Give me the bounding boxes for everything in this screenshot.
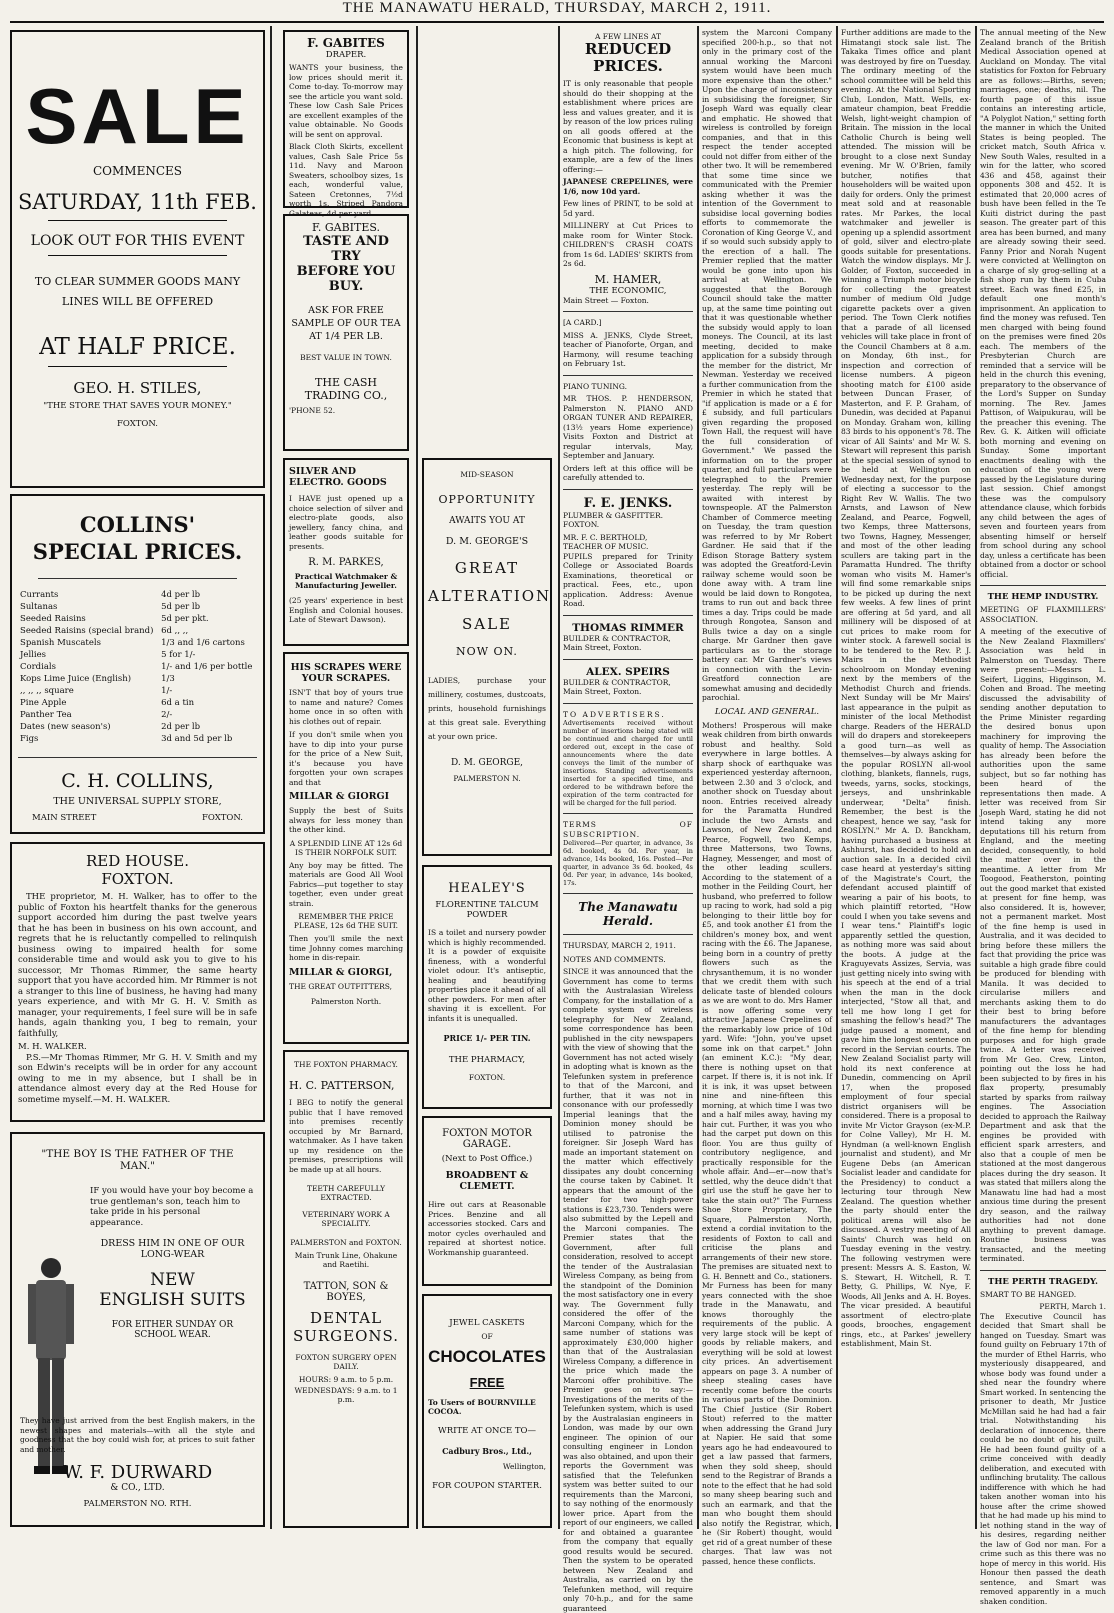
collins-town: FOXTON. [201,813,243,823]
red-house-signature: M. H. WALKER. [18,1042,87,1052]
millar-giorgi-advert [283,652,409,1044]
speirs-trade: BUILDER & CONTRACTOR, [563,677,671,687]
price-value: 2d per lb [161,722,201,732]
price-value: 1/3 [161,674,175,684]
patterson-name: H. C. PATTERSON, [289,1079,395,1092]
red-house-title: RED HOUSE. [85,852,190,870]
parkes-title: SILVER AND ELECTRO. GOODS [289,466,387,488]
card-label: [A CARD.] [563,318,602,327]
column-5 [702,28,833,1566]
taste-subtitle: BEFORE YOU BUY. [296,264,396,294]
terms-body: Delivered—Per quarter, in advance, 3s 6d. booked, 4s 0d. Per year, in advance, 14s booked, 16s. Posted—Per quarter, in advance 3s 6d. booked, 4s 0d. Per year, in advance, 14s booked, 17s. [563,839,693,887]
fejenks-trade: PLUMBER & GASFITTER. [563,510,664,520]
divider [980,585,1106,586]
price-item: Panther Tea [20,710,72,720]
patterson-advert [283,1050,409,1528]
price-item: Dates (new season's) [20,722,111,732]
choc-of: OF [481,1332,493,1341]
collins-title: COLLINS' [79,512,196,537]
rimmer-name: THOMAS RIMMER [572,621,684,634]
price-item: Seeded Raisins [20,614,86,624]
sale-title: SALE [25,72,250,160]
divider [38,578,237,579]
choc-write: WRITE AT ONCE TO— [437,1426,537,1436]
choc-cadbury: Cadbury Bros., Ltd., [442,1446,532,1456]
price-row [18,637,257,649]
price-row [18,697,257,709]
red-house-advert [10,842,265,1122]
parkes-trade: Practical Watchmaker & Manufacturing Jeweller. [294,572,398,590]
column-rule [975,26,977,1529]
berthold-title: TEACHER OF MUSIC. [563,542,649,551]
patterson-trunk: Main Trunk Line, Ohakune and Raetihi. [294,1251,398,1269]
berthold-body: PUPILS prepared for Trinity College or Associated Boards Examinations, theoretical or practical. Fees, etc., upon application. Address: Avenue Road. [563,551,693,608]
george-great: GREAT [454,559,520,577]
henderson-card: MR THOS. P. HENDERSON, Palmerston N. PIANO AND ORGAN TUNER AND REPAIRER, (13½ years Home experience) Visits Foxton and District at regular intervals, May, September and January. [563,394,693,460]
garage-body: Hire out cars at Reasonable Prices. Benzine and all accessories stocked. Cars and motor cycles overhauled and repaired at shortest notice. Workmanship guaranteed. [428,1200,546,1257]
sale-clear: TO CLEAR SUMMER GOODS MANY LINES WILL BE OFFERED [34,275,241,308]
durward-arrived: They have just arrived from the best English makers, in the newest shapes and materials—with all the style and goodness that the boy could wish for, at prices to suit father and mother. [20,1416,255,1454]
column-rule [836,26,838,1529]
taste-phone: 'PHONE 52. [289,406,336,415]
sale-lookout: LOOK OUT FOR THIS EVENT [30,233,245,249]
local-items: Further additions are made to the Himatangi stock sale list. The Takaka Times office and plant was destroyed by fire on Tuesday. The ordinary meeting of the school committee will be held this evening. At the National Sporting Club, London, Matt. Wells, ex-amateur champion, beat Freddie Welsh, light-weight champion of Britain. The mission in the local Catholic Church is being well attended. The mission will be brought to a close next Sunday evening. Mr W. O'Brien, family butcher, notifies that householders will be waited upon daily for orders. Only the primest meat sold and at reasonable rates. Mr Parkes, the local watchmaker and jeweller is opening up a splendid assortment of gold, silver and electro-plate goods suitable for presentations. Watch the window displays. Mr J. Golder, of Foxton, succeeded in winning a Triumph motor bicycle for collecting the greatest number of medium Old Judge cigarette packets over a given period. The Town Clerk notifies that a parade of all licensed vehicles will take place in front of the Council Chambers at 8 a.m. on Monday, 6th inst., for inspection and correction of license numbers. A pigeon shooting match for £100 aside between Duncan Fraser, of Masterton, and F. P. Graham, of Dunedin, was decided at Papanui on Monday. Graham won, killing 83 birds to his opponent's 78. The vicar of All Saints' and Mr W. S. Stewart will represent this parish at the special session of synod to be held at Wellington on Wednesday next, for the purpose of electing a successor to the Right Rev W. Wallis. The two Arnsts, and Lawson of New Zealand, and Pearce, Fogwell, two Kemps, three Mattersons, two Towns, Hagney, Messenger, and most of the other leading scullers are taking part in the Paramatta Hundred. The thrifty woman who visits M. Hamer's will find some remarkable snips to be picked up during the next few weeks. A few lines of print are offering at 5d yard, and all millinery will be disposed of at cut prices to make room for winter stock. A farewell social is to be tendered to the Rev. P. J. Mairs in the Methodist schoolroom on Monday evening next by the members of the Methodist Church and friends. Next Sunday will be Mr Mairs' last appearance in the pulpit as minister of the local Methodist charge. Readers of the HERALD will do drapers and storekeepers a good turn—as well as themselves—by always asking for the popular ROSLYN all-wool clothing, blankets, flannels, rugs, tweeds, yarns, socks, stockings, jerseys, and unshrinkable underwear, "Delta" finish. Remember, the best is the cheapest, hence we say, "ask for ROSLYN." Mr A. D. Banckham, having purchased a business at Ashhurst, has decided to hold an auction sale. In a decided civil case heard at yesterday's sitting of the Magistrate's Court, the defendant accused plaintiff of wearing a pair of his boots, to which plaintiff retorted, "How could I when you take sevens and I wear tens." Plaintiff's logic apparently settled the question, as nothing more was said about the boots. A judge at the Kraguyevats Assizes, Servia, was just getting nicely into swing with his speech at the end of a trial when the man in the dock interjected, "Stow all that, and tell me how long I get for smashing the fellow's head?" The judge paused a moment, and gave him the longest sentence on record in the Servian courts. The New Zealand Socialist party will hold its next conference at Dunedin, commencing on April 17, when the proposed employment of four special district organisers will be considered. There is a proposal to invite Mr Victor Grayson (ex-M.P. for Colne Valley), Mr H. M. Hyndman (a well-known English journalist and student), and Mr Eugene Debs (an American Socialist leader and candidate for the Presidency) to conduct a lecturing tour through New Zealand. The question whether the party should enter the political arena will also be discussed. A vestry meeting of All Saints' Church was held on Tuesday evening in the vestry. The following vestrymen were present: Messrs A. S. Easton, W. S. Stewart, H. Witchell, R. T. Betty, G. Phillips, W. Nye, F. Woods, All Jenks and A. H. Boyes. The vicar presided. A beautiful assortment of electro-plate goods, brooches, engagement rings, etc., at Parkes' jewellery establishment, Main St. [841,28,971,1348]
masthead-rule [10,21,1104,23]
speirs-name: ALEX. SPEIRS [586,665,670,678]
divider [980,1270,1106,1271]
gabites-prices: Black Cloth Skirts, excellent values, Cash Sale Price 5s 11d. Navy and Maroon Sweaters, schoolboy sizes, 1s each, wonderful value, Sateen Cretonnes, 7½d worth 1s. Striped Pandora Galateas, 4d per yard. [289,142,403,218]
fejenks-name: F. E. JENKS. [583,495,673,511]
collins-store: THE UNIVERSAL SUPPLY STORE, [53,796,222,807]
durward-town: PALMERSTON NO. RTH. [83,1499,192,1509]
price-value: 5d per lb [161,602,201,612]
price-item: ,, ,, ,, square [20,686,74,696]
reduced-title: REDUCED PRICES. [584,40,672,75]
george-awaits: AWAITS YOU AT [449,516,525,526]
price-value: 4d per lb [161,590,201,600]
george-sale: SALE [461,615,513,633]
gabites-title: F. GABITES [307,36,385,50]
healey-subtitle: FLORENTINE TALCUM POWDER [435,900,539,920]
jenks-card: MISS A. JENKS, Clyde Street, teacher of Pianoforte, Organ, and Harmony, will resume teaching on February 1st. [563,330,693,368]
divider [48,366,227,367]
price-value: 1/- and 1/6 per bottle [161,662,253,672]
price-item: Spanish Muscatels [20,638,101,648]
news-items: The annual meeting of the New Zealand branch of the British Medical Association opened at Auckland on Monday. The vital statistics for Foxton for February are as follows:—Births, seven; marriages, one; deaths, nil. The fourth page of this issue contains an interesting article, "A Polyglot Nation," setting forth the manner in which the United States is being peopled. The cricket match, South Africa v. New South Wales, resulted in a win for the latter, who scored 436 and 458, against their opponents 308 and 452. It is estimated that 20,000 acres of bush have been felled in the Te Kuiti district during the past season. The greater part of this area has been burned, and many are already sowing their seed. Fanny Prior and Norah Nugent were convicted at Wellington on a charge of sly grog-selling at a fish shop run by them in Cuba street. Each was fined £25, in default one month's imprisonment. An application to find the money was refused. Ten men charged with being found on the premises were fined 20s each. The members of the Presbyterian Church are reminded that a service will be held in the church this evening, preparatory to the observance of the Lord's Supper on Sunday morning. The Rev. James Pattison, of Waipukurau, will be the preacher this evening. The Rev. G. K. Aitken will officiate both morning and evening on Sunday. Some important enactments dealing with the education of the young were passed by the Legislature during last session. Chief amongst these was the compulsory attendance clause, which forbids any child between the ages of seven and fourteen years from absenting himself or herself from school during any school day, unless a certificate has been obtained from a doctor or school official. [980,28,1106,579]
sale-date: SATURDAY, 11th FEB. [18,190,257,214]
sale-merchant: GEO. H. STILES, [73,379,202,397]
price-value: 6d a tin [161,698,195,708]
parkes-experience: (25 years' experience in best English and Colonial houses. Late of Stewart Dawson). [289,596,403,624]
george-body: LADIES, purchase your millinery, costumes, dustcoats, prints, household furnishings at this great sale. Everything at your own price. [428,676,546,741]
notes-continued: system the Marconi Company specified 200-h.p., so that not only in the primary cost of the annual working the Marconi system would have been much more expensive than the other." Upon the charge of inconsistency in subsidising the foreigner, Sir Joseph Ward was equally clear and emphatic. He showed that wireless is controlled by foreign companies, and that in this respect the tender accepted could not differ from either of the other two. It will be remembered that some time since we communicated with the Premier asking whether it was the intention of the Government to subsidise local governing bodies efforts to commemorate the Coronation of King George V., and if so would such subsidy apply to the erection of a hall. The Premier replied that the matter would be gone into upon his arrival at Wellington. We suggested that the Borough Council should take the matter up, at the same time pointing out that it was questionable whether the subsidy would apply to loan moneys. The Council, at its last meeting, decided to make application for a subsidy through the member for the district, Mr Newman. Yesterday we received a further communication from the Premier in which he stated that "if application is made or a £ for £ subsidy, and full particulars given regarding the proposed Town Hall, the request will have the full consideration of Government." We passed the information on to the proper quarter, and full particulars were telegraphed to the Premier yesterday. The reply will be awaited with interest by townspeople. AT the Palmerston Chamber of Commerce meeting on Tuesday, the tram question was referred to by Mr Robert Gardner. He said that if the Edison Storage Battery system was adopted the Greatford-Levin railway scheme would soon be done away with. A tram line would be laid down to Rongotea, trams to run out and back three times a day. Trips could be made through Rongotea, Sanson and Bulls twice a day on a single charge. Mr Gardner then gave particulars as to the storage battery car. Mr Gardner's views in connection with the Levin-Greatford connection are somewhat amusing and decidedly parochial. [702,28,833,702]
millar-name: MILLAR & GIORGI [289,791,390,802]
gabites-body: WANTS your business, the low prices should merit it. Come to-day. To-morrow may see the article you want sold. These low Cash Sale Prices are excellent examples of the value obtainable. No Goods will be sent on approval. [289,63,403,139]
durward-co: & CO., LTD. [110,1483,165,1493]
durward-name: W. F. DURWARD [62,1462,213,1483]
garage-location: (Next to Post Office.) [441,1154,533,1164]
price-row [18,589,257,601]
fejenks-town: FOXTON. [563,520,600,529]
divider [563,934,693,935]
parkes-advert [283,458,409,646]
choc-chocolates: CHOCOLATES [428,1347,546,1366]
sale-half-price: AT HALF PRICE. [39,334,236,360]
choc-caskets: JEWEL CASKETS [449,1318,525,1328]
berthold-name: MR. F. C. BERTHOLD, [563,532,648,542]
rimmer-trade: BUILDER & CONTRACTOR, [563,633,671,643]
divider [563,893,693,894]
divider [563,615,693,616]
sale-town: FOXTON. [116,419,158,429]
patterson-head: THE FOXTON PHARMACY. [294,1060,398,1069]
perth-head: THE PERTH TRAGEDY. [988,1276,1098,1287]
sale-advert [10,30,265,488]
piano-tuning: PIANO TUNING. [563,381,628,391]
healey-pharmacy: THE PHARMACY, [448,1055,526,1065]
orders-note: Orders left at this office will be carefully attended to. [563,463,693,482]
healey-price: PRICE 1/- PER TIN. [443,1033,531,1043]
divider [563,489,693,490]
price-row [18,601,257,613]
price-row [18,661,257,673]
dental-name: TATTON, SON & BOYES, [303,1281,389,1303]
gabites-signature: F. GABITES. [311,221,381,234]
garage-advert [422,1116,552,1286]
george-opportunity: OPPORTUNITY [438,493,536,506]
price-value: 1/- [161,686,173,696]
price-item: Sultanas [20,602,58,612]
george-alteration: ALTERATION [428,587,552,605]
gabites-advert [283,30,409,234]
durward-advert [10,1132,265,1527]
dental-surgery: FOXTON SURGERY OPEN DAILY. [295,1353,397,1371]
dental-title: DENTAL SURGEONS. [292,1309,400,1345]
millar-splendid: A SPLENDID LINE AT 12s 6d IS THEIR NORFOLK SUIT. [289,838,403,857]
price-value: 5d per pkt. [161,614,209,624]
durward-for: FOR EITHER SUNDAY OR SCHOOL WEAR. [111,1320,234,1340]
durward-new: NEW [150,1270,195,1290]
millar-remember: REMEMBER THE PRICE PLEASE, 12s 6d THE SUIT. [293,912,399,930]
garage-title: FOXTON MOTOR GARAGE. [442,1128,532,1150]
column-rule [416,26,418,1529]
millar-body3: Supply the best of Suits always for less money than the other kind. [289,806,403,834]
george-now-on: NOW ON. [456,645,518,658]
column-7 [980,28,1106,1606]
divider [48,255,227,256]
durward-suits: ENGLISH SUITS [99,1290,246,1310]
column-6 [841,28,971,1529]
millar-town: Palmerston North. [310,996,382,1006]
speirs-address: Main Street, Foxton. [563,687,642,696]
collins-subtitle: SPECIAL PRICES. [32,539,243,564]
healey-town: FOXTON. [468,1073,506,1082]
george-signature: D. M. GEORGE, [450,758,524,768]
cadbury-advert [422,1294,552,1528]
millar-body2: If you don't smile when you have to dip into your purse for the price of a New Suit, it's because you have forgotten your own scrapes and that [289,730,403,787]
price-row [18,733,257,745]
millar-name-2: MILLAR & GIORGI, [289,966,393,978]
taste-ask: ASK FOR FREE SAMPLE OF OUR TEA AT 1/4 PER LB. [291,305,401,342]
price-value: 2/- [161,710,173,720]
collins-street: MAIN STREET [32,813,97,823]
divider [563,311,693,312]
patterson-towns: PALMERSTON and FOXTON. [290,1238,402,1247]
price-row [18,709,257,721]
garage-name: BROADBENT & CLEMETT. [445,1170,529,1192]
price-row [18,685,257,697]
parkes-body: I HAVE just opened up a choice selection of silver and electro-plate goods, also jewellery, fancy china, and leather goods suitable for presents. [289,494,403,551]
hemp-subhead: MEETING OF FLAXMILLERS' ASSOCIATION. [980,605,1106,624]
dental-hours: HOURS: 9 a.m. to 5 p.m. [298,1375,394,1384]
george-advert [422,458,552,856]
hamer-economic: THE ECONOMIC, [589,285,667,296]
hamer-address: Main Street — Foxton. [563,295,649,305]
red-house-ps: P.S.—Mr Thomas Rimmer, Mr G. H. V. Smith and my son Edwin's receipts will be in order for any account owing to me in my absence, but I shall be in attendance almost every day at the Red House for sometime myself.—M. H. WALKER. [18,1052,257,1105]
healey-advert [422,865,552,1109]
advertisers-body: Advertisements received without number of insertions being stated will be continued and charged for until ordered out, except in the case of announcements where the date conveys the limit of the number of insertions. Standing advertisements inserted for a specified time, and ordered to be withdrawn before the expiration of the term contracted for will be charged for the full period. [563,719,693,807]
paper-title: The Manawatu Herald. [578,900,678,928]
hemp-body: A meeting of the executive of the New Zealand Flaxmillers' Association was held in Palmerston on Tuesday. There were present:—Messrs L. Seifert, Liggins, Higginson, M. Cohen and Broad. The meeting discussed the advisability of sending another deputation to the Prime Minister regarding the desired bonus upon machinery for improving the quality of hemp. The Association has already been before the authorities upon the same subject, but so far nothing has been heard of the representations then made. A letter was received from Sir Joseph Ward, stating he did not intend taking any more deputations till his return from England, and the meeting decided, consequently, to hold the matter over in the meantime. A letter from Mr Toogood, Featherston, pointing out the good market that existed at present for fine hemp, was also considered. It is, however, not a permanent market. Most of the fine hemp is used in Australia, and it was decided to bring before these millers the fact that providing the price was suitable a high grade fibre could be produced for blending with Manila. It was decided to circularise millers and merchants asking them to do their best to bring before manufacturers the advantages of the fine hemp for blending purposes and for high grade twine. A letter was received from Mr Geo. Crew, Linton, pointing out the loss he had been subjected to by fires in his flax property, presumably started by sparks from railway engines. The Association decided to approach the Railway Department and ask that the engines be provided with efficient spark arresters, and also that a couple of men be stationed at the most dangerous places during the dry season. It was stated that millers along the Manawatu line had had a most anxious time during the present dry season, and the railway authorities had not done anything to prevent damage. Routine business was transacted, and the meeting terminated. [980,627,1106,1263]
collins-advert [10,494,265,834]
durward-quote: "THE BOY IS THE FATHER OF THE MAN." [41,1148,234,1172]
reduced-head: A FEW LINES AT [594,32,662,41]
divider [563,659,693,660]
perth-body: The Executive Council has decided that Smart shall be hanged on Tuesday. Smart was found guilty on February 17th of the murder of Ethel Harris, who mysteriously disappeared, and whose body was found under a shed near the foundry where Smart worked. In sentencing the prisoner to death, Mr Justice McMillan said he had had a fair trial. Notwithstanding his declaration of innocence, there could be no doubt of his guilt. He had been found guilty of a crime conceived with deadly deliberation, and executed with unflinching brutality. The callous indifference with which he had taken another woman into his house after the crime showed that he had made up his mind to let nothing stand in the way of his desires, regarding neither the law of God nor man. For a crime such as this there was no hope of mercy in this world. His Honour then passed the death sentence, and Smart was removed apparently in a much shaken condition. [980,1311,1106,1606]
hemp-head: THE HEMP INDUSTRY. [987,592,1099,602]
paper-date: THURSDAY, MARCH 2, 1911. [563,941,676,950]
column-rule [270,26,272,1529]
price-row [18,673,257,685]
price-item: Pine Apple [20,698,67,708]
sale-slogan: "THE STORE THAT SAVES YOUR MONEY." [43,401,232,411]
patterson-teeth: TEETH CAREFULLY EXTRACTED. [306,1184,386,1202]
taste-best: BEST VALUE IN TOWN. [300,353,392,362]
price-item: Jellies [20,650,46,660]
divider [18,757,257,758]
column-rule [558,26,560,1529]
perth-subhead: SMART TO BE HANGED. [980,1289,1077,1299]
choc-users: To Users of BOURNVILLE COCOA. [428,1398,536,1416]
gabites-draper: DRAPER. [325,50,367,60]
hamer-name: M. HAMER, [594,272,662,286]
divider [563,375,693,376]
price-row [18,613,257,625]
reduced-millinery: MILLINERY at Cut Prices to make room for Winter Stock. CHILDREN'S CRASH COATS from 1s 6d. LADIES' SKIRTS from 2s 6d. [563,221,693,268]
local-general-head: LOCAL AND GENERAL. [714,706,820,717]
price-value: 1/3 and 1/6 cartons [161,638,245,648]
price-value: 3d and 5d per lb [161,734,233,744]
price-value: 6d ,, ,, [161,626,189,636]
george-name: D. M. GEORGE'S [445,536,529,547]
taste-title: TASTE AND TRY [303,234,389,264]
reduced-body: IT is only reasonable that people should do their shopping at the establishment where prices are less and values greater, and it is by reason of the low prices ruling on all goods offered at the Economic that business is kept at a high pitch. The following, for example, are a few of the lines offering:— [563,79,693,174]
price-item: Seeded Raisins (special brand) [20,626,154,636]
healey-body: IS a toilet and nursery powder which is highly recommended. It is a powder of exquisite fineness, with a wonderful violet odour. It's antiseptic, healing and beautifying properties place it ahead of all other powders. For men after shaving it is excellent. For infants it is unequalled. [428,928,546,1023]
price-list [18,589,257,745]
taste-name: THE CASH TRADING CO., [304,376,388,402]
perth-dateline: PERTH, March 1. [1039,1302,1106,1311]
price-item: Kops Lime Juice (English) [20,674,132,684]
millar-body4: Any boy may be fitted. The materials are Good All Wool Fabrics—put together to stay together, even under great strain. [289,860,403,908]
reduced-print: Few lines of PRINT, to be sold at 5d yard. [563,199,693,218]
terms-head: TERMS OF SUBSCRIPTION. [563,820,693,839]
price-row [18,649,257,661]
advertisers-head: TO ADVERTISERS. [563,709,666,719]
price-row [18,721,257,733]
patterson-vet: VETERINARY WORK A SPECIALITY. [302,1210,390,1228]
price-value: 5 for 1/- [161,650,196,660]
millar-body5: Then you'll smile the next time Johnny comes marching home in dis-repair. [289,934,403,962]
millar-body1: ISN'T that boy of yours true to name and nature? Comes home once in so often with his clothes out of repair. [289,688,403,726]
price-item: Cordials [20,662,56,672]
notes-head: NOTES AND COMMENTS. [563,954,666,964]
dental-wednesdays: WEDNESDAYS: 9 a.m. to 1 p.m. [294,1386,398,1404]
price-item: Currants [20,590,59,600]
rimmer-address: Main Street, Foxton. [563,643,642,652]
red-house-town: FOXTON. [101,870,174,888]
millar-title: HIS SCRAPES WERE YOUR SCRAPES. [290,662,402,684]
choc-coupon: FOR COUPON STARTER. [432,1481,542,1491]
sale-commences: COMMENCES [92,164,182,178]
cash-trading-advert [283,214,409,451]
millar-outfitters: THE GREAT OUTFITTERS, [289,981,393,991]
column-rule [697,26,699,1529]
divider [48,220,227,221]
george-midseason: MID-SEASON [460,470,514,479]
parkes-name: R. M. PARKES, [308,557,384,568]
local-general-body: Mothers! Prosperous will make weak children from birth onwards robust and healthy. Sold everywhere in large bottles. A sharp shock of earthquake was experienced yesterday afternoon, between 2.30 and 3 o'clock, and another shock on Tuesday about noon. Entries received already for the Paramatta Hundred include the two Arnsts and Lawson, of New Zealand, and Pearce, Fogwell, two Kemps, three Mattersons, two Towns, Hagney, Messenger, and most of the other leading scullers. According to the statement of a mother in the Feilding Court, her husband, who preferred to follow up racing to work, had sold a pig belonging to their little boy for £5, and took another £1 from the children's money box, and went racing with the £6. The Japanese, being born in a country of pretty flowers such as the chrysanthemum, it is no wonder that we credit them with such delicate taste of blended colours as we are wont to do. Mrs Hamer is now offering some very attractive Japanese Crepelines of the remarkably low price of 10d yard. Wife: "John, you've upset some ink on that carpet." John (an eminent K.C.): "My dear, there is nothing upset on that carpet. If there is, it is not ink. If it is ink, it was upset between nine and nine-fifteen this morning, at which time I was two and a half miles away, having my hair cut. Further, it was you who had the carpet put down on this floor. You are thus guilty of contributory negligence, and practically responsible for the whole affair. And—er—now that's settled, why the deuce didn't that girl use the stuff he gave her to take the stain out?" The Furness Shoe Store Proprietary, The Square, Palmerston North, extend a cordial invitation to the residents of Foxton to call and criticise the plans and arrangements of their new store. The premises are situated next to G. H. Bennett and Co., stationers. Mr Furness has been for many years connected with the shoe trade in the Manawatu, and knows thoroughly the requirements of the public. A very large stock will be kept of goods by reliable makers, and everything will be sold at lowest city prices. An advertisement appears on page 3. A number of sheep stealing cases have recently come before the courts in various parts of the Dominion. The Chief Justice (Sir Robert Stout) referred to the matter when addressing the Grand Jury at Napier. He said that some years ago he had endeavoured to get a law passed that farmers, when they sold sheep, should send to the Registrar of Brands a note to the effect that he had sold so many sheep bearing such and such an earmark, and that the man who bought them should also notify the Registrar, which, he (Sir Robert) thought, would get rid of a great number of these charges. That law was not passed, hence these conflicts. [702,720,832,1566]
red-house-body: THE proprietor, M. H. Walker, has to offer to the public of Foxton his heartfelt thanks for the generous support accorded him during the past twelve years that he has been in business on his own account, and regrets that he is reluctantly compelled to relinquish business owing to impaired health for some considerable time and would ask you to give to his successor, Mr Thomas Rimmer, the same hearty support that you have accorded him. Mr Rimmer is not a stranger to this line of business, he having had many years experience, and with Mr G. H. V. Smith as manager, your requirements, I feel sure will be in safe hands, again thanking you, I beg to remain, your faithfully, [18,892,257,1039]
masthead: THE MANAWATU HERALD, THURSDAY, MARCH 2, 1911. [342,0,772,16]
collins-name: C. H. COLLINS, [61,770,214,792]
price-row [18,625,257,637]
choc-free: FREE [469,1375,505,1390]
divider [563,703,693,704]
notes-body: SINCE it was announced that the Government has come to terms with the Australasian Wireless Company, for the installation of a complete system of wireless telegraphy for New Zealand, some correspondence has been published in the city newspapers with the view of showing that the Government has not acted wisely in adopting what is known as the Telefunken system in preference to that of the Marconi, and further, that it was not in consonance with our professedly Imperial leanings that the Dominion money should be utilised to patronise the foreigner. Sir Joseph Ward has made an important statement on the matter which effectively dissipates any doubt concerning the course taken by Cabinet. It appears that the amount of the tender for two high-power stations is £23,730. Tenders were also submitted by the Lepell and the Marconi companies. The Premier states that the Government, after full consideration, resolved to accept the tender of the Australasian Wireless Company, as being from the standpoint of the Dominion the most satisfactory one in every way. The Government fully considered the offer of the Marconi Company, which for the same number of stations was approximately £30,000 higher than that of the Australasian Wireless Company, a difference in the price which made the Marconi offer prohibitive. The Premier goes on to say:—Investigations of the merits of the Telefunken system, which is used by the Australasian engineers in London, was made by our own engineer. The opinion of our consulting engineer in London was also obtained, and upon their reports the Government was satisfied that the Telefunken system was better suited to our requirements than the Marconi, to say nothing of the enormously lower price. Apart from the report of our engineers, we called for and obtained a guarantee from the company that equally good results would be secured. Then the system to be operated between New Zealand and Australia, as carried on by the Telefunken method, will require only 70-h.p., and for the same guaranteed [563,967,693,1613]
durward-dress: DRESS HIM IN ONE OF OUR LONG-WEAR [100,1238,245,1260]
healey-title: HEALEY'S [448,881,526,896]
durward-intro: IF you would have your boy become a true gentleman's son, teach him to take pride in his personal appearance. [90,1186,254,1228]
patterson-body: I BEG to notify the general public that I have removed into premises recently occupied by Mr Barnard, watchmaker. As I have taken up my residence on the premises, prescriptions will be made up at all hours. [289,1098,403,1174]
divider [563,813,693,814]
column-4 [563,28,693,1613]
reduced-crepelines: JAPANESE CREPELINES, were 1/6, now 10d yard. [563,177,693,196]
price-item: Figs [20,734,39,744]
choc-wellington: Wellington, [502,1462,546,1471]
george-town: PALMERSTON N. [453,774,521,783]
